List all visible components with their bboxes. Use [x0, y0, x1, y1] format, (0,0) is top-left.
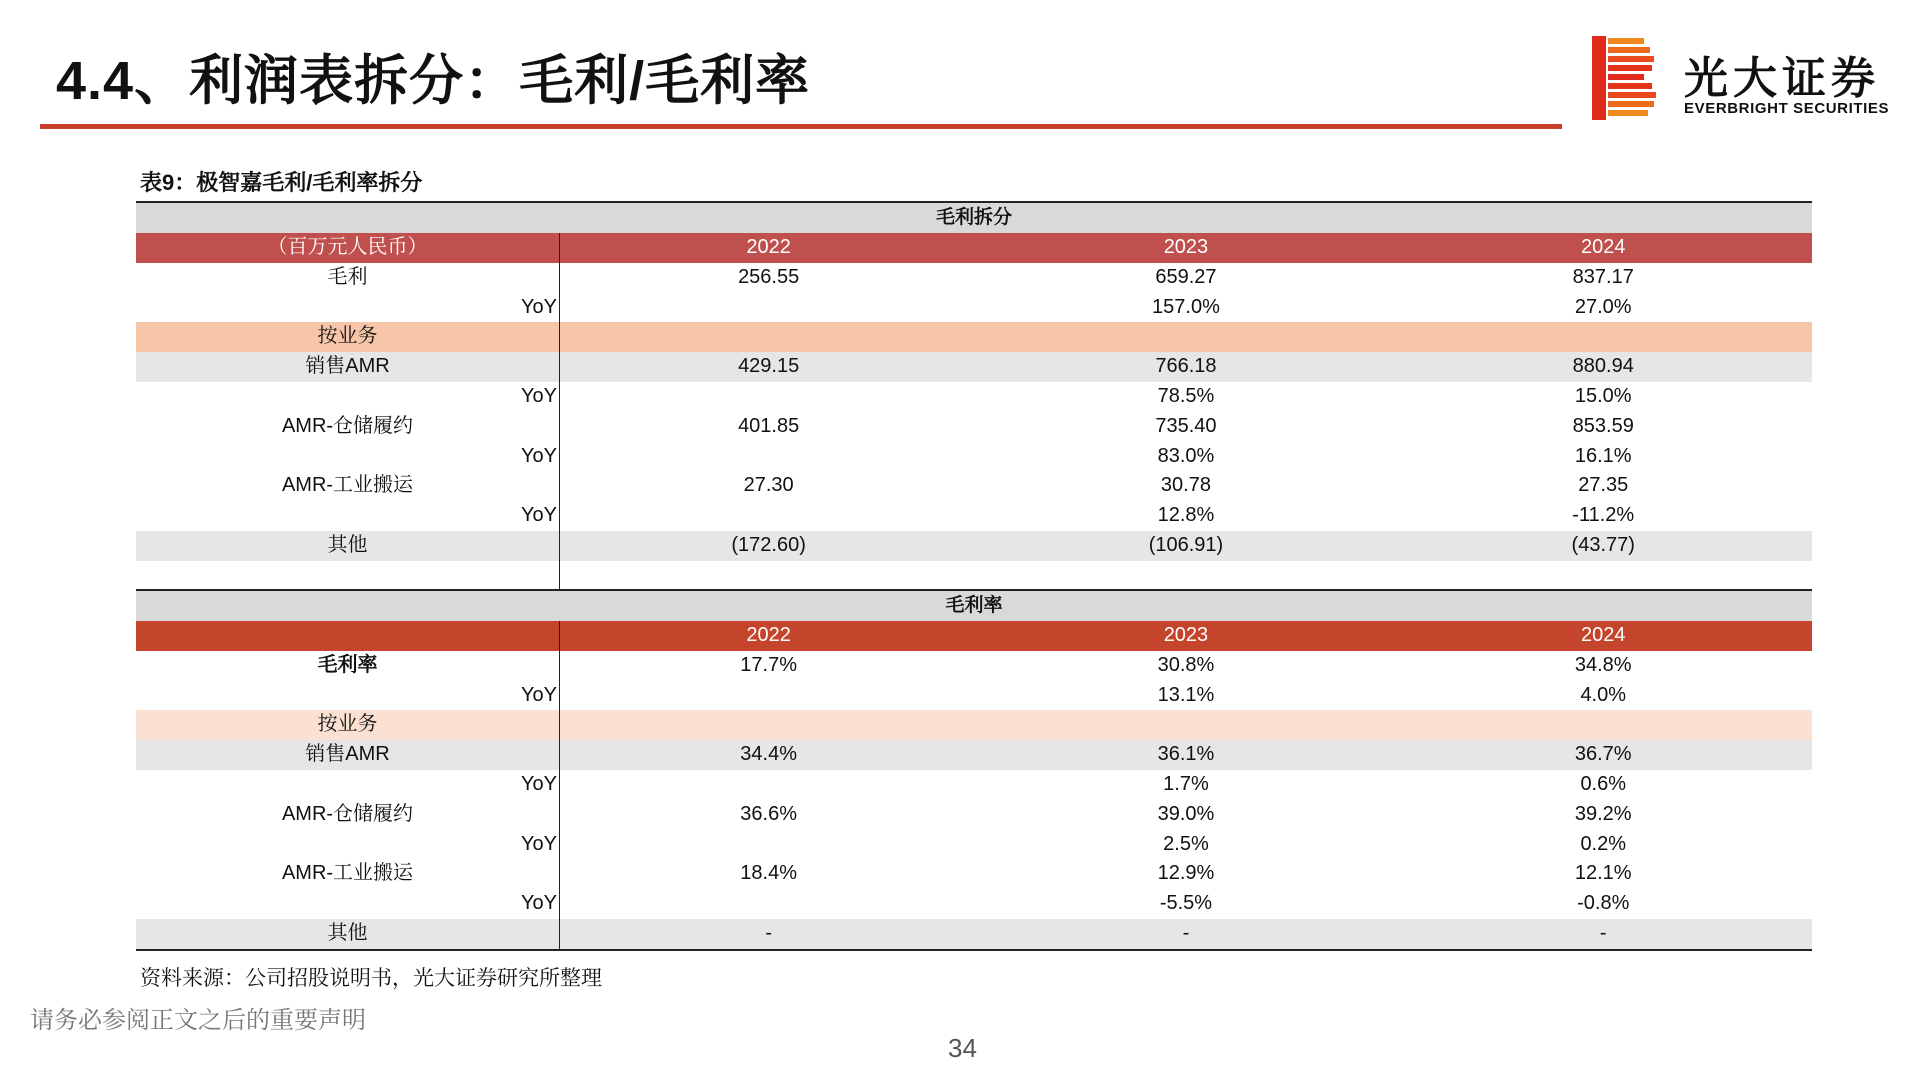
page-title: 4.4、利润表拆分：毛利/毛利率: [56, 51, 811, 111]
table-cell: [560, 442, 977, 472]
row-label: YoY: [136, 501, 560, 531]
table-cell: [560, 382, 977, 412]
row-label: YoY: [136, 442, 560, 472]
table-header-row: [136, 233, 1812, 263]
row-label: AMR-工业搬运: [136, 859, 560, 889]
row-label: 毛利率: [136, 651, 560, 681]
column-header: 2022: [746, 624, 791, 646]
table-header-row: [136, 621, 1812, 651]
table-cell: 12.9%: [1157, 862, 1215, 885]
table-cell: 17.7%: [740, 653, 797, 676]
table-cell: 2.5%: [1163, 832, 1209, 855]
row-label: 销售AMR: [136, 352, 560, 382]
row-label: YoY: [136, 382, 560, 412]
table-cell: 659.27: [1155, 265, 1217, 288]
table-cell: 157.0%: [1152, 295, 1220, 318]
table-row: [136, 531, 1812, 561]
table-row: [136, 740, 1812, 770]
row-label: 按业务: [136, 322, 560, 352]
table-cell: 735.40: [1155, 414, 1217, 437]
table-cell: -: [1182, 921, 1190, 944]
table-cell: [560, 681, 977, 711]
table-row: [136, 322, 1812, 352]
title-divider: [40, 124, 1562, 129]
gross-margin-table: [136, 589, 1812, 951]
table-row: [136, 830, 1812, 860]
table-cell: 429.15: [738, 355, 800, 378]
row-label: YoY: [136, 889, 560, 919]
table-cell: 36.7%: [1574, 743, 1632, 766]
table-cell: 34.4%: [740, 743, 797, 766]
table-row: [136, 800, 1812, 830]
table-caption: 表9：极智嘉毛利/毛利率拆分: [140, 170, 423, 195]
table-cell: [560, 322, 977, 352]
table-cell: 36.1%: [1157, 743, 1215, 766]
row-label: AMR-仓储履约: [136, 412, 560, 442]
table-cell: [560, 501, 977, 531]
row-label: YoY: [136, 770, 560, 800]
table-cell: 837.17: [1572, 265, 1634, 288]
everbright-logo-icon: [1592, 36, 1658, 120]
table-row: [136, 859, 1812, 889]
table-cell: 78.5%: [1157, 384, 1215, 407]
table-cell: 0.2%: [1580, 832, 1627, 855]
table-cell: [560, 293, 977, 323]
row-label: 销售AMR: [136, 740, 560, 770]
table-cell: 1.7%: [1163, 772, 1209, 795]
table-row: [136, 293, 1812, 323]
table-cell: 401.85: [738, 414, 800, 437]
table-cell: 18.4%: [740, 862, 797, 885]
table-cell: 36.6%: [740, 802, 797, 825]
row-label: 其他: [136, 919, 560, 949]
brand-name-cn: 光大证券: [1684, 54, 1880, 103]
table-cell: 27.30: [743, 474, 794, 497]
table-cell: 83.0%: [1157, 444, 1215, 467]
table-cell: [560, 710, 977, 740]
table-cell: 34.8%: [1574, 653, 1632, 676]
table-cell: (106.91): [1148, 533, 1224, 556]
table-cell: 4.0%: [1580, 683, 1627, 706]
table-spacer: [136, 561, 1812, 591]
gross-profit-table: [136, 201, 1812, 591]
disclaimer: 请务必参阅正文之后的重要声明: [30, 1007, 366, 1034]
table-cell: 0.6%: [1580, 772, 1627, 795]
table-row: [136, 412, 1812, 442]
table-row: [136, 889, 1812, 919]
table-cell: 13.1%: [1157, 683, 1215, 706]
table-cell: (43.77): [1571, 533, 1635, 556]
table-row: [136, 681, 1812, 711]
table-row: [136, 770, 1812, 800]
section-title: 毛利拆分: [136, 201, 1812, 233]
table-cell: 16.1%: [1574, 444, 1632, 467]
table-cell: -: [765, 921, 772, 944]
table-row: [136, 501, 1812, 531]
table-cell: -11.2%: [1572, 504, 1635, 527]
row-label: YoY: [136, 293, 560, 323]
brand-name-en: EVERBRIGHT SECURITIES: [1684, 100, 1890, 117]
table-cell: (172.60): [731, 533, 806, 556]
table-cell: [1395, 322, 1812, 352]
column-header: 2022: [746, 236, 791, 258]
table-row: [136, 382, 1812, 412]
row-label: 按业务: [136, 710, 560, 740]
table-cell: 30.8%: [1157, 653, 1215, 676]
table-cell: [560, 770, 977, 800]
row-label: 毛利: [136, 263, 560, 293]
row-label: YoY: [136, 830, 560, 860]
column-header: 2023: [1163, 624, 1209, 646]
table-cell: 27.35: [1578, 474, 1629, 497]
table-row: [136, 263, 1812, 293]
column-header: 2023: [1163, 236, 1209, 258]
table-cell: [560, 830, 977, 860]
table-row: [136, 919, 1812, 951]
table-cell: 39.0%: [1157, 802, 1215, 825]
table-cell: -5.5%: [1159, 892, 1213, 915]
table-cell: [977, 322, 1394, 352]
row-label: 其他: [136, 531, 560, 561]
table-cell: 39.2%: [1574, 802, 1632, 825]
section-title: 毛利率: [136, 589, 1812, 621]
table-cell: -: [1599, 921, 1607, 944]
table-cell: 880.94: [1572, 355, 1634, 378]
table-cell: -0.8%: [1577, 892, 1630, 915]
table-cell: 27.0%: [1574, 295, 1632, 318]
table-cell: 853.59: [1572, 414, 1634, 437]
table-row: [136, 710, 1812, 740]
column-header: 2024: [1580, 236, 1626, 258]
table-cell: 15.0%: [1574, 384, 1632, 407]
table-cell: 256.55: [738, 265, 800, 288]
table-cell: 12.8%: [1157, 504, 1215, 527]
table-cell: [1395, 710, 1812, 740]
unit-label: （百万元人民币）: [136, 233, 560, 263]
table-cell: [977, 710, 1394, 740]
table-cell: [560, 889, 977, 919]
row-label: AMR-仓储履约: [136, 800, 560, 830]
row-label: AMR-工业搬运: [136, 471, 560, 501]
table-row: [136, 471, 1812, 501]
brand-logo: [1592, 36, 1902, 126]
page-number: 34: [948, 1033, 977, 1063]
table-row: [136, 651, 1812, 681]
source-note: 资料来源：公司招股说明书，光大证券研究所整理: [140, 967, 602, 990]
table-row: [136, 352, 1812, 382]
column-header: 2024: [1580, 624, 1626, 646]
row-label: YoY: [136, 681, 560, 711]
table-row: [136, 442, 1812, 472]
table-cell: 766.18: [1155, 355, 1217, 378]
table-cell: 30.78: [1160, 474, 1211, 497]
table-cell: 12.1%: [1574, 862, 1632, 885]
